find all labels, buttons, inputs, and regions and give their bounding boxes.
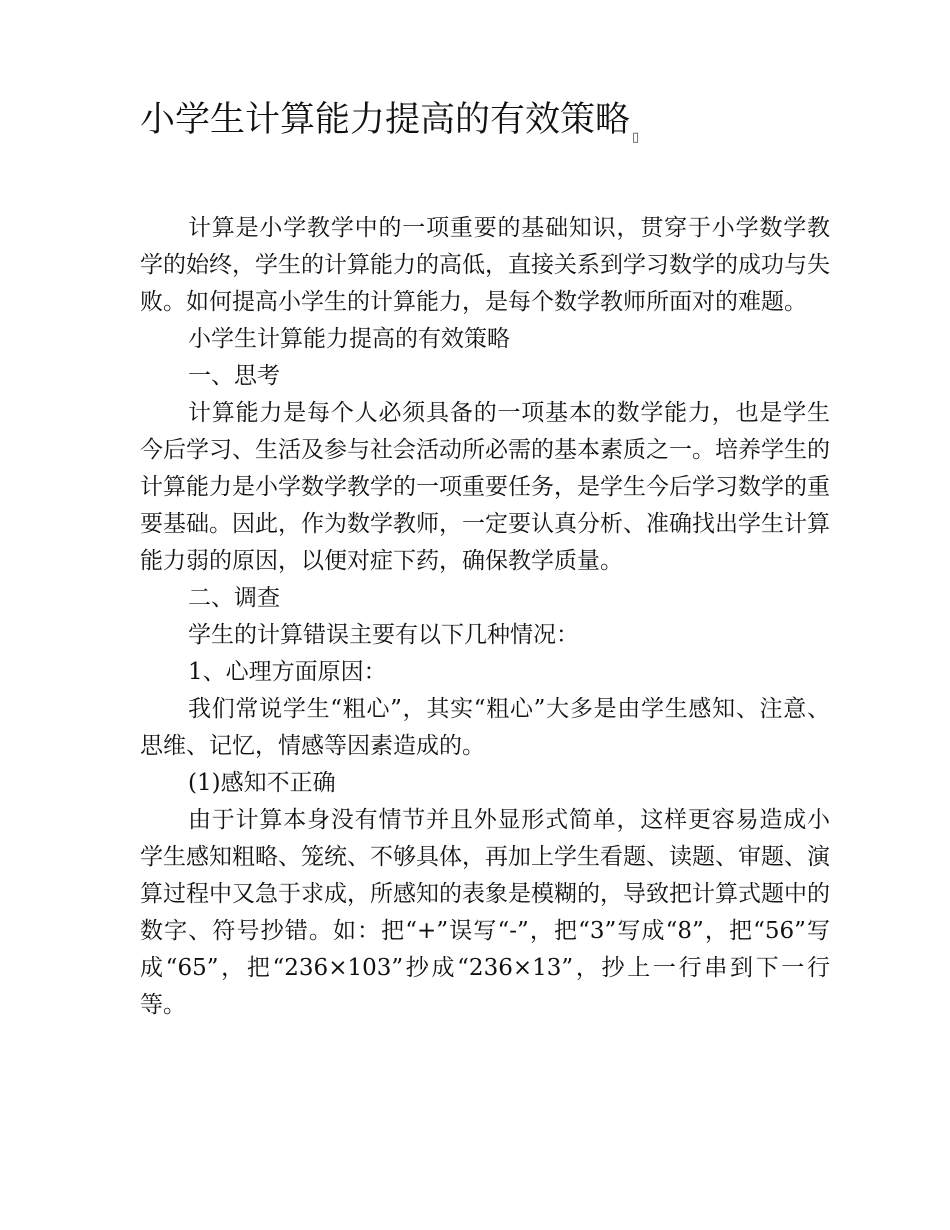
paragraph-psychological: 我们常说学生“粗心”，其实“粗心”大多是由学生感知、注意、思维、记忆，情感等因素造成的。 [140, 696, 830, 759]
document-body [140, 210, 830, 1024]
paragraph-subtitle: 小学生计算能力提高的有效策略 [188, 326, 510, 352]
document-title: 小学生计算能力提高的有效策略 [140, 100, 631, 140]
section-heading-thinking: 一、思考 [188, 363, 280, 389]
document-title-area [140, 92, 840, 152]
subheading-perception: (1)感知不正确 [188, 770, 336, 796]
paragraph-survey-intro: 学生的计算错误主要有以下几种情况： [188, 622, 579, 648]
section-heading-survey: 二、调查 [188, 585, 280, 611]
subheading-psychological: 1、心理方面原因： [188, 659, 387, 685]
paragraph-intro: 计算是小学教学中的一项重要的基础知识，贯穿于小学数学教学的始终，学生的计算能力的高低，直接关系到学习数学的成功与失败。如何提高小学生的计算能力，是每个数学教师所面对的难题。 [140, 215, 830, 315]
title-marker-icon: ▯ [632, 130, 640, 145]
paragraph-perception: 由于计算本身没有情节并且外显形式简单，这样更容易造成小学生感知粗略、笼统、不够具体，再加上学生看题、读题、审题、演算过程中又急于求成，所感知的表象是模糊的，导致把计算式题中的数字、符号抄错。如：把“+”误写“-”，把“3”写成“8”，把“56”写成“65”，把“236×103”抄成“236×13”，抄上一行串到下一行等。 [140, 807, 830, 1018]
paragraph-thinking: 计算能力是每个人必须具备的一项基本的数学能力，也是学生今后学习、生活及参与社会活动所必需的基本素质之一。培养学生的计算能力是小学数学教学的一项重要任务，是学生今后学习数学的重要基础。因此，作为数学教师，一定要认真分析、准确找出学生计算能力弱的原因，以便对症下药，确保教学质量。 [140, 400, 830, 574]
